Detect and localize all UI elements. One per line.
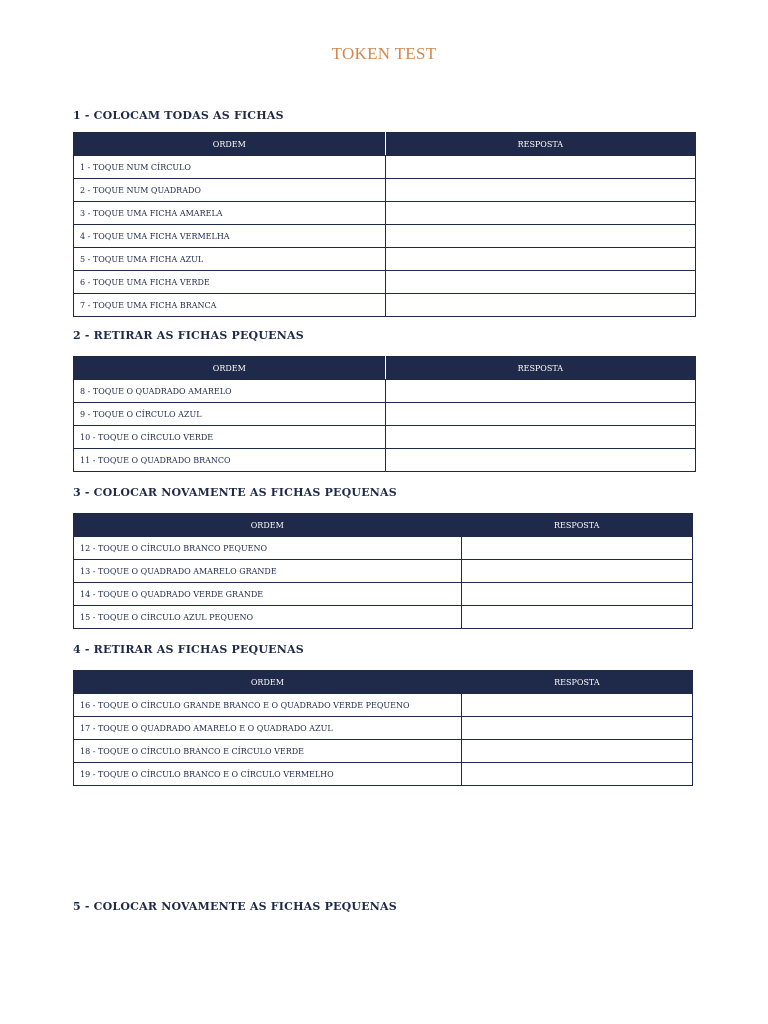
resposta-cell[interactable] — [461, 560, 693, 583]
table-row — [74, 179, 696, 202]
resposta-cell[interactable] — [461, 583, 693, 606]
table-row — [74, 583, 693, 606]
table-row — [74, 717, 693, 740]
column-header-ordem: ORDEM — [74, 133, 386, 156]
column-header-ordem: ORDEM — [74, 671, 462, 694]
table-row — [74, 763, 693, 786]
resposta-cell[interactable] — [461, 606, 693, 629]
ordem-cell: 19 - TOQUE O CÍRCULO BRANCO E O CÍRCULO VERMELHO — [74, 763, 462, 786]
ordem-cell: 2 - TOQUE NUM QUADRADO — [74, 179, 386, 202]
section-3-heading: 3 - COLOCAR NOVAMENTE AS FICHAS PEQUENAS — [73, 486, 397, 499]
ordem-cell: 16 - TOQUE O CÍRCULO GRANDE BRANCO E O QUADRADO VERDE PEQUENO — [74, 694, 462, 717]
ordem-cell: 7 - TOQUE UMA FICHA BRANCA — [74, 294, 386, 317]
table-header-row — [74, 514, 693, 537]
column-header-resposta: RESPOSTA — [385, 357, 695, 380]
ordem-cell: 13 - TOQUE O QUADRADO AMARELO GRANDE — [74, 560, 462, 583]
ordem-cell: 11 - TOQUE O QUADRADO BRANCO — [74, 449, 386, 472]
table-row — [74, 740, 693, 763]
resposta-cell[interactable] — [385, 294, 695, 317]
table-row — [74, 202, 696, 225]
column-header-resposta: RESPOSTA — [385, 133, 695, 156]
table-row — [74, 606, 693, 629]
column-header-ordem: ORDEM — [74, 514, 462, 537]
section-2-table — [73, 356, 696, 472]
ordem-cell: 8 - TOQUE O QUADRADO AMARELO — [74, 380, 386, 403]
section-2-heading: 2 - RETIRAR AS FICHAS PEQUENAS — [73, 329, 304, 342]
section-1-heading: 1 - COLOCAM TODAS AS FICHAS — [73, 109, 284, 122]
resposta-cell[interactable] — [385, 403, 695, 426]
table-header-row — [74, 357, 696, 380]
column-header-resposta: RESPOSTA — [461, 671, 692, 694]
ordem-cell: 15 - TOQUE O CÍRCULO AZUL PEQUENO — [74, 606, 462, 629]
resposta-cell[interactable] — [385, 380, 695, 403]
table-row — [74, 380, 696, 403]
table-row — [74, 156, 696, 179]
ordem-cell: 14 - TOQUE O QUADRADO VERDE GRANDE — [74, 583, 462, 606]
table-row — [74, 294, 696, 317]
section-4-table — [73, 670, 693, 786]
resposta-cell[interactable] — [385, 426, 695, 449]
section-1-table — [73, 132, 696, 317]
ordem-cell: 18 - TOQUE O CÍRCULO BRANCO E CÍRCULO VERDE — [74, 740, 462, 763]
column-header-resposta: RESPOSTA — [461, 514, 693, 537]
table-row — [74, 426, 696, 449]
table-row — [74, 694, 693, 717]
table-header-row — [74, 671, 693, 694]
column-header-ordem: ORDEM — [74, 357, 386, 380]
page-title: TOKEN TEST — [331, 44, 437, 63]
resposta-cell[interactable] — [461, 717, 692, 740]
table-row — [74, 225, 696, 248]
resposta-cell[interactable] — [461, 763, 692, 786]
table-row — [74, 271, 696, 294]
resposta-cell[interactable] — [385, 449, 695, 472]
section-4-heading: 4 - RETIRAR AS FICHAS PEQUENAS — [73, 643, 304, 656]
resposta-cell[interactable] — [461, 740, 692, 763]
ordem-cell: 10 - TOQUE O CÍRCULO VERDE — [74, 426, 386, 449]
section-3-table — [73, 513, 693, 629]
resposta-cell[interactable] — [385, 156, 695, 179]
table-row — [74, 403, 696, 426]
table-row — [74, 560, 693, 583]
table-row — [74, 537, 693, 560]
resposta-cell[interactable] — [461, 537, 693, 560]
ordem-cell: 4 - TOQUE UMA FICHA VERMELHA — [74, 225, 386, 248]
ordem-cell: 17 - TOQUE O QUADRADO AMARELO E O QUADRADO AZUL — [74, 717, 462, 740]
table-header-row — [74, 133, 696, 156]
ordem-cell: 12 - TOQUE O CÍRCULO BRANCO PEQUENO — [74, 537, 462, 560]
resposta-cell[interactable] — [385, 248, 695, 271]
ordem-cell: 1 - TOQUE NUM CÍRCULO — [74, 156, 386, 179]
table-row — [74, 449, 696, 472]
resposta-cell[interactable] — [385, 225, 695, 248]
section-5-heading: 5 - COLOCAR NOVAMENTE AS FICHAS PEQUENAS — [73, 900, 397, 913]
ordem-cell: 5 - TOQUE UMA FICHA AZUL — [74, 248, 386, 271]
table-row — [74, 248, 696, 271]
resposta-cell[interactable] — [385, 271, 695, 294]
resposta-cell[interactable] — [385, 179, 695, 202]
resposta-cell[interactable] — [385, 202, 695, 225]
ordem-cell: 3 - TOQUE UMA FICHA AMARELA — [74, 202, 386, 225]
ordem-cell: 9 - TOQUE O CÍRCULO AZUL — [74, 403, 386, 426]
resposta-cell[interactable] — [461, 694, 692, 717]
ordem-cell: 6 - TOQUE UMA FICHA VERDE — [74, 271, 386, 294]
